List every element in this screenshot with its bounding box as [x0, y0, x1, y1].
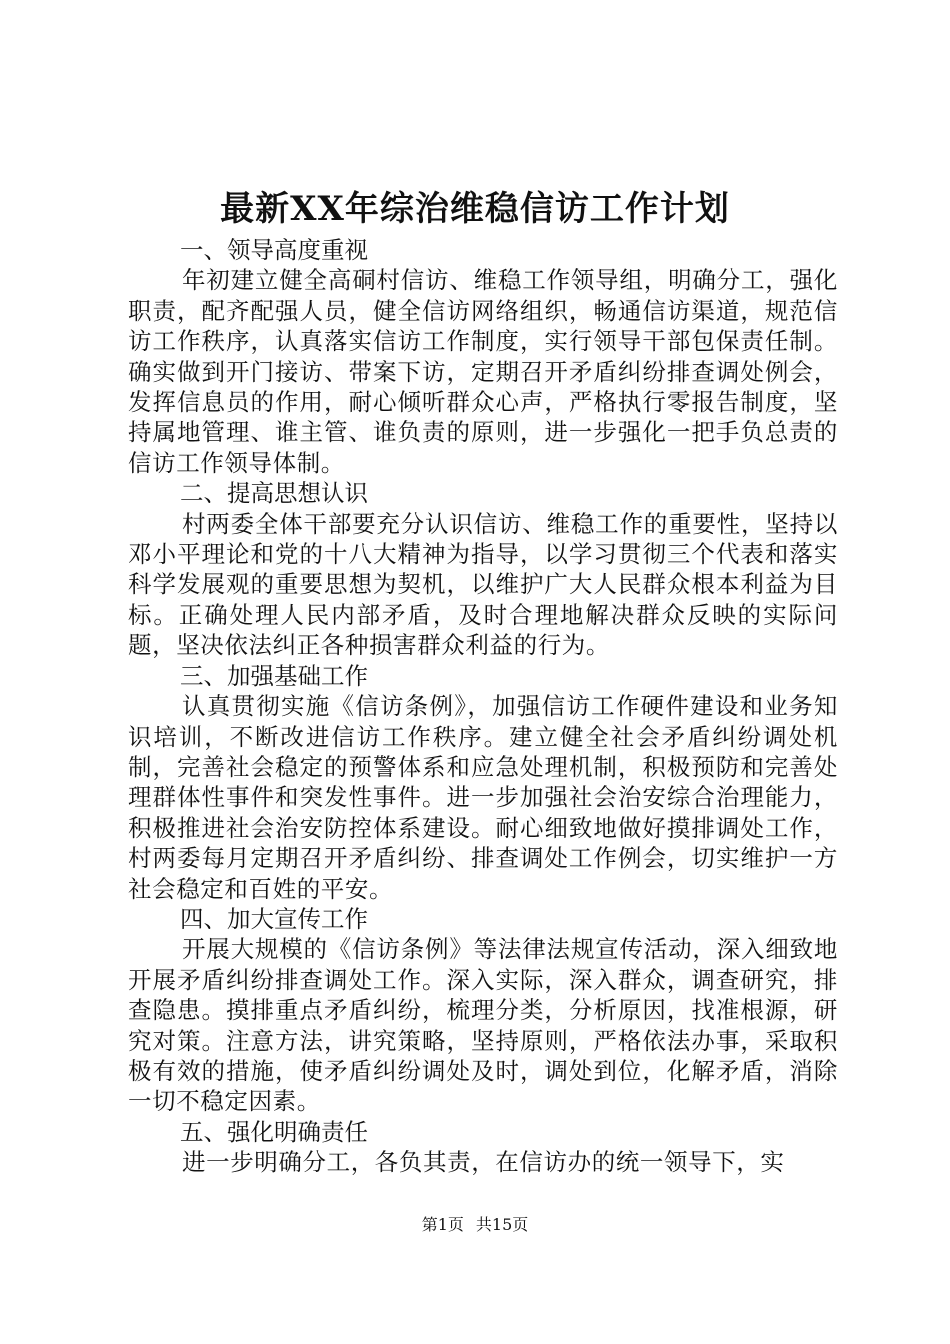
- page-number: 第1页: [421, 1215, 464, 1234]
- section-1-heading: 一、领导高度重视: [180, 236, 368, 264]
- section-3-paragraph: 认真贯彻实施《信访条例》，加强信访工作硬件建设和业务知识培训，不断改进信访工作秩序。建立健全社会矛盾纠纷调处机制，完善社会稳定的预警体系和应急处理机制，积极预防和完善处理群体性事件和突发性事件。进一步加强社会治安综合治理能力，积极推进社会治安防控体系建设。耐心细致地做好摸排调处工作，村两委每月定期召开矛盾纠纷、排查调处工作例会，切实维护一方社会稳定和百姓的平安。: [128, 692, 838, 903]
- section-4-heading: 四、加大宣传工作: [180, 904, 368, 933]
- section-4-paragraph: 开展大规模的《信访条例》等法律法规宣传活动，深入细致地开展矛盾纠纷排查调处工作。深入实际，深入群众，调查研究，排查隐患。摸排重点矛盾纠纷，梳理分类，分析原因，找准根源，研究对策。注意方法，讲究策略，坚持原则，严格依法办事，采取积极有效的措施，使矛盾纠纷调处及时，调处到位，化解矛盾，消除一切不稳定因素。: [128, 935, 838, 1116]
- section-5-paragraph: 进一步明确分工，各负其责，在信访办的统一领导下，实: [182, 1148, 785, 1177]
- section-2-paragraph: 村两委全体干部要充分认识信访、维稳工作的重要性，坚持以邓小平理论和党的十八大精神为指导，以学习贯彻三个代表和落实科学发展观的重要思想为契机，以维护广大人民群众根本利益为目标。正确处理人民内部矛盾，及时合理地解决群众反映的实际问题，坚决依法纠正各种损害群众利益的行为。: [128, 509, 838, 660]
- section-5-heading: 五、强化明确责任: [180, 1117, 368, 1146]
- section-1-paragraph: 年初建立健全高硐村信访、维稳工作领导组，明确分工，强化职责，配齐配强人员，健全信访网络组织，畅通信访渠道，规范信访工作秩序，认真落实信访工作制度，实行领导干部包保责任制。确实做到开门接访、带案下访，定期召开矛盾纠纷排查调处例会，发挥信息员的作用，耐心倾听群众心声，严格执行零报告制度，坚持属地管理、谁主管、谁负责的原则，进一步强化一把手负总责的信访工作领导体制。: [128, 266, 838, 477]
- section-2-heading: 二、提高思想认识: [180, 479, 368, 508]
- document-title: 最新XX年综治维稳信访工作计划: [220, 189, 730, 229]
- section-3-heading: 三、加强基础工作: [180, 661, 368, 690]
- page-footer: [0, 1213, 950, 1237]
- page-total: 共15页: [475, 1215, 529, 1234]
- document-body: [128, 235, 838, 1178]
